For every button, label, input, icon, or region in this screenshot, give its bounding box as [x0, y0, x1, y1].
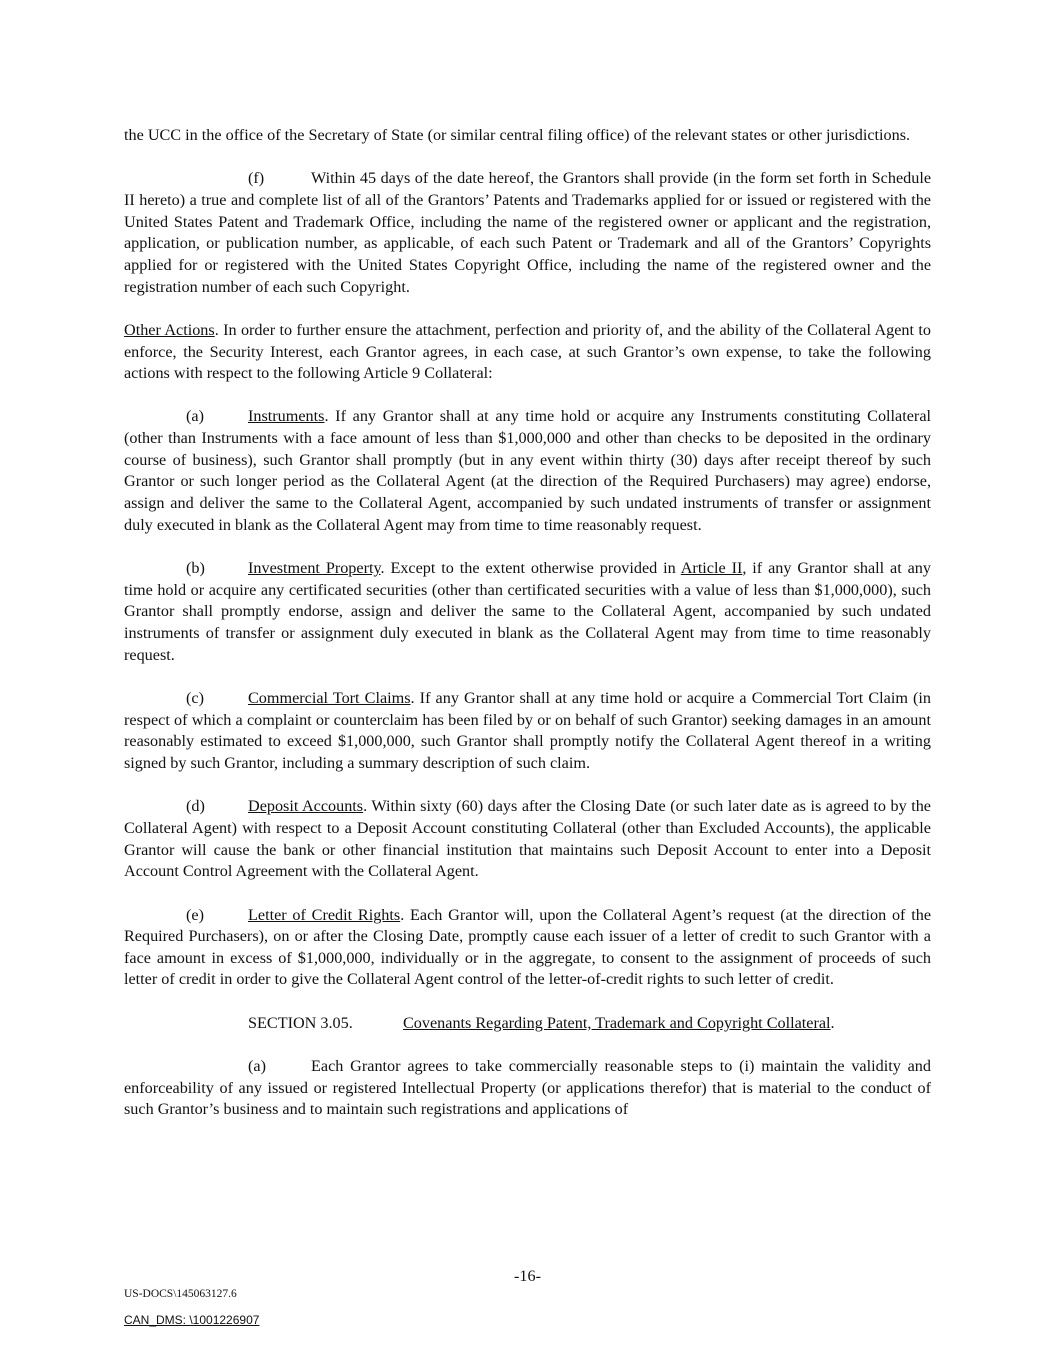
- text: Each Grantor agrees to take commercially reasonable steps to (i) maintain the validity and enforceability of any issued or registered Intellectual Property (or applications therefor) that is material to the conduct of such Grantor’s business and to maintain such registrations and applications of: [124, 1057, 931, 1119]
- heading: Instruments: [248, 407, 325, 426]
- dms-id: CAN_DMS: \1001226907: [124, 1313, 260, 1327]
- label: (e): [186, 905, 204, 924]
- text: Within 45 days of the date hereof, the Grantors shall provide (in the form set forth in Schedule II hereto) a true and complete list of all of the Grantors’ Patents and Trademarks applied for or issued or registered with the United States Patent and Trademark Office, including the name of the registered owner or applicant and the registration, application, or publication number, as applicable, of each such Patent or Trademark and all of the Grantors’ Copyrights applied for or registered with the United States Copyright Office, including the name of the registered owner and the registration number of each such Copyright.: [124, 169, 931, 296]
- paragraph-other-actions: [124, 320, 931, 385]
- text: . If any Grantor shall at any time hold or acquire any Instruments constituting Collateral (other than Instruments with a face amount of less than $1,000,000 and other than checks to be deposited in the ordinary course of business), such Grantor shall promptly (but in any event within thirty (30) days after receipt thereof by such Grantor or such longer period as the Collateral Agent (at the direction of the Required Purchasers) may agree) endorse, assign and deliver the same to the Collateral Agent, accompanied by such undated instruments of transfer or assignment duly executed in blank as the Collateral Agent may from time to time reasonably request.: [124, 407, 931, 534]
- heading: Investment Property: [248, 559, 381, 578]
- paragraph-e-letter-of-credit: [124, 905, 931, 992]
- label: (d): [186, 797, 205, 816]
- paragraph-continued: the UCC in the office of the Secretary of State (or similar central filing office) of the relevant states or other jurisdictions.: [124, 126, 911, 144]
- article-reference: Article II: [680, 559, 743, 578]
- section-number: SECTION 3.05.: [248, 1013, 353, 1032]
- text: . Each Grantor will, upon the Collateral Agent’s request (at the direction of the Required Purchasers), on or after the Closing Date, promptly cause each issuer of a letter of credit to such Grantor with a face amount in excess of $1,000,000, individually or in the aggregate, to consent to the assignment of proceeds of such letter of credit in order to give the Collateral Agent control of the letter-of-credit rights to such letter of credit.: [124, 905, 931, 989]
- heading: Deposit Accounts: [248, 797, 364, 816]
- text: . In order to further ensure the attachment, perfection and priority of, and the ability of the Collateral Agent to enforce, the Security Interest, each Grantor agrees, in each case, at such Grantor’s own expense, to take the following actions with respect to the following Article 9 Collateral:: [124, 320, 931, 383]
- heading: Commercial Tort Claims: [248, 688, 411, 707]
- text: .: [830, 1013, 835, 1032]
- label: (a): [248, 1057, 266, 1076]
- text: , if any Grantor shall at any time hold or acquire any certificated securities (other than certificated securities with a value of less than $1,000,000), such Grantor shall promptly endorse, assign and deliver the same to the Collateral Agent, accompanied by such undated instruments of transfer or assignment duly executed in blank as the Collateral Agent may from time to time reasonably request.: [124, 559, 931, 664]
- heading: Other Actions: [124, 320, 215, 339]
- label: (b): [186, 559, 205, 578]
- paragraph-section-a: [124, 1056, 931, 1121]
- section-title: Covenants Regarding Patent, Trademark and Copyright Collateral: [403, 1013, 831, 1032]
- text: . Within sixty (60) days after the Closing Date (or such later date as is agreed to by the Collateral Agent) with respect to a Deposit Account constituting Collateral (other than Excluded Accounts), the applicable Grantor will cause the bank or other financial institution that maintains such Deposit Account to enter into a Deposit Account Control Agreement with the Collateral Agent.: [124, 797, 931, 881]
- text: . If any Grantor shall at any time hold or acquire a Commercial Tort Claim (in respect of which a complaint or counterclaim has been filed by or on behalf of such Grantor) seeking damages in an amount reasonably estimated to exceed $1,000,000, such Grantor shall promptly notify the Collateral Agent thereof in a writing signed by such Grantor, including a summary description of such claim.: [124, 688, 932, 772]
- paragraph-b-investment-property: [124, 558, 931, 666]
- paragraph-d-deposit-accounts: [124, 796, 931, 883]
- paragraph-f: [124, 168, 931, 298]
- label: (f): [248, 169, 265, 188]
- page-number: -16-: [514, 1267, 541, 1285]
- paragraph-a-instruments: [124, 406, 931, 536]
- paragraph-c-tort-claims: [124, 688, 931, 775]
- doc-id: US-DOCS\145063127.6: [124, 1288, 237, 1300]
- heading: Letter of Credit Rights: [248, 905, 401, 924]
- label: (c): [186, 688, 204, 707]
- document-body: [124, 125, 931, 1143]
- label: (a): [186, 407, 204, 426]
- section-heading: [124, 1013, 931, 1035]
- text: . Except to the extent otherwise provided in: [380, 559, 681, 578]
